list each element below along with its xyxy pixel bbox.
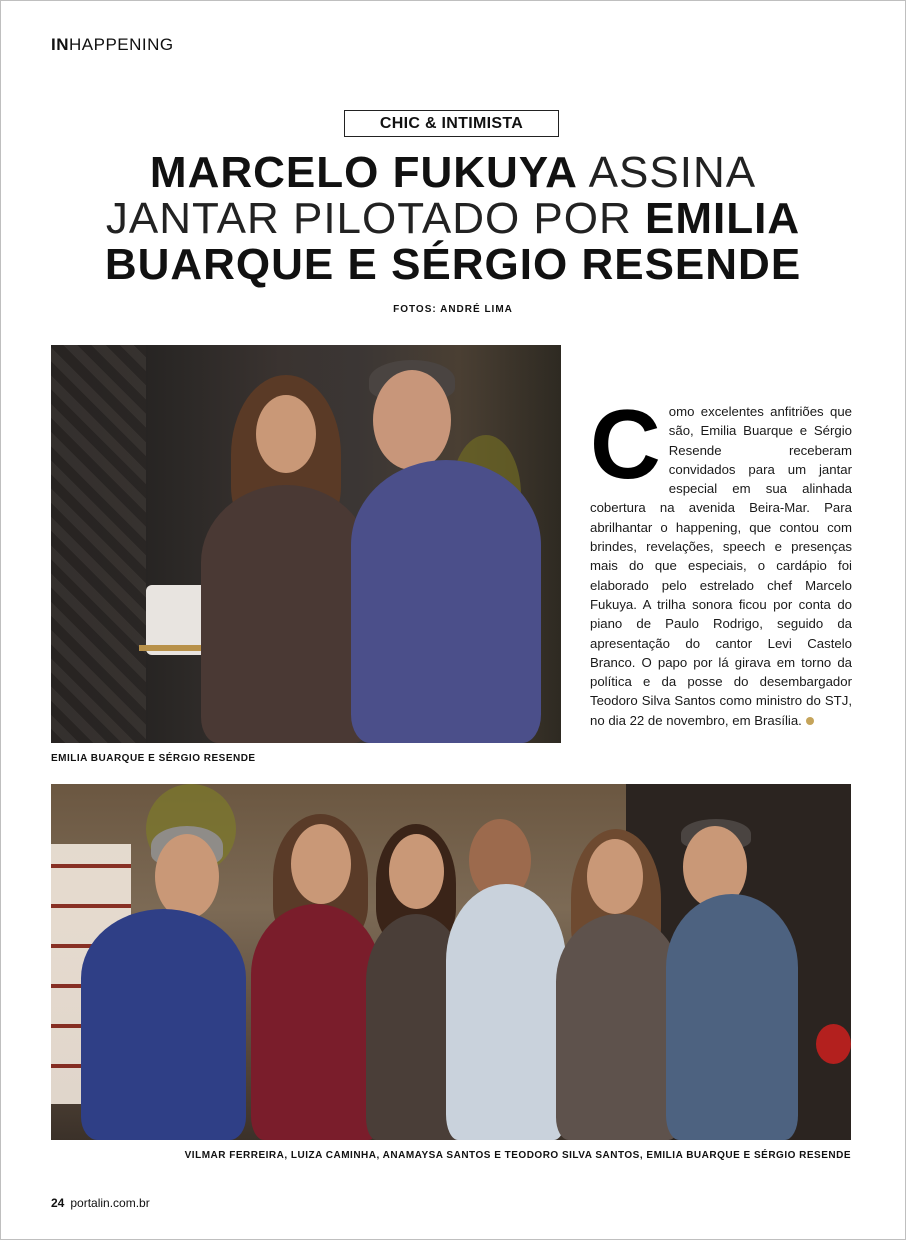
photo-couple-caption: EMILIA BUARQUE E SÉRGIO RESENDE [51, 753, 256, 764]
end-mark-icon [806, 717, 814, 725]
photo-group-caption: VILMAR FERREIRA, LUIZA CAMINHA, ANAMAYSA SANTOS E TEODORO SILVA SANTOS, EMILIA BUARQUE E SÉRGIO RESENDE [184, 1150, 851, 1161]
article-kicker: CHIC & INTIMISTA [344, 110, 559, 137]
section-label-bold: IN [51, 35, 69, 54]
page-footer [51, 1196, 150, 1210]
headline-part-1: MARCELO FUKUYA [149, 148, 578, 197]
headline-part-2: ASSINA [577, 148, 757, 197]
article-body-text: omo excelentes anfitriões que são, Emilia Buarque e Sérgio Resende receberam convidados para um jantar especial em sua alinhada cobertura na avenida Beira-Mar. Para abrilhantar o happening, que contou com brindes, revelações, speech e presenças mais do que especiais, o cardápio foi elaborado pelo estrelado chef Marcelo Fukuya. A trilha sonora ficou por conta do piano de Paulo Rodrigo, seguido da apresentação do cantor Levi Castelo Branco. O papo por lá girava em torno da política e da posse do desembargador Teodoro Silva Santos como ministro do STJ, no dia 22 de novembro, em Brasília. [590, 404, 852, 728]
article-headline [40, 150, 866, 288]
article-body [590, 389, 852, 730]
section-label [51, 35, 174, 55]
photo-group [51, 784, 851, 1140]
headline-part-3: JANTAR PILOTADO POR [105, 194, 645, 243]
photo-credit: FOTOS: ANDRÉ LIMA [393, 304, 513, 315]
section-label-light: HAPPENING [69, 35, 174, 54]
dropcap: C [590, 389, 661, 499]
photo-couple [51, 345, 561, 743]
site-url[interactable]: portalin.com.br [70, 1196, 150, 1210]
headline-part-4: EMILIA [645, 194, 801, 243]
headline-part-5: BUARQUE E SÉRGIO RESENDE [104, 240, 802, 289]
page-number: 24 [51, 1196, 65, 1210]
